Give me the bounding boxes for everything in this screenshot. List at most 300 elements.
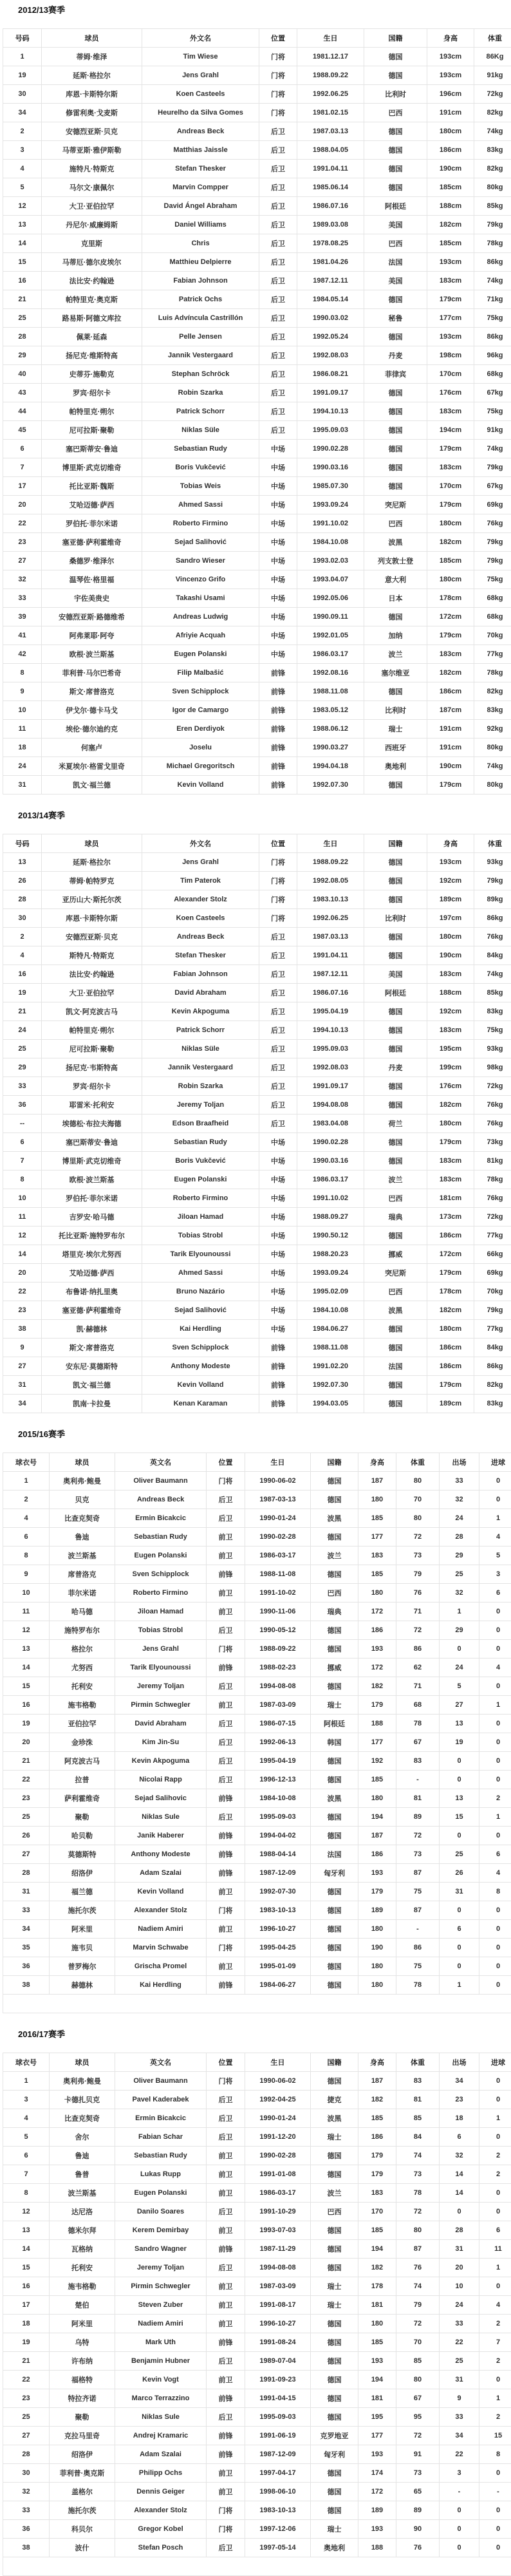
column-header: 国籍 <box>364 834 427 853</box>
table-cell: 24 <box>440 1659 479 1677</box>
table-cell: 门将 <box>207 1901 245 1920</box>
column-header: 身高 <box>427 834 474 853</box>
table-cell: 172 <box>358 2483 396 2501</box>
table-cell: 1995.02.09 <box>297 1283 364 1301</box>
table-cell: 罗宾·绍尔卡 <box>42 1077 142 1096</box>
table-cell: 83kg <box>474 701 511 720</box>
table-cell: 德国 <box>364 890 427 909</box>
table-cell: 桑德罗·维泽尔 <box>42 552 142 570</box>
table-cell: 180cm <box>427 1320 474 1339</box>
table-cell: 后卫 <box>259 141 297 160</box>
player-row <box>3 2352 511 2371</box>
table-cell: Daniel Williams <box>142 216 259 234</box>
table-cell: 14 <box>3 1659 50 1677</box>
blank-cell <box>3 2557 511 2576</box>
player-row <box>3 946 511 965</box>
table-cell: 0 <box>440 1827 479 1845</box>
table-cell: 前卫 <box>207 1883 245 1901</box>
table-cell: 69kg <box>474 1264 511 1283</box>
table-cell: Sebastian Rudy <box>115 2147 207 2165</box>
table-cell: 172cm <box>427 1245 474 1264</box>
table-cell: 德国 <box>364 1096 427 1114</box>
table-cell: 后卫 <box>207 1490 245 1509</box>
table-cell: 185 <box>358 1509 396 1528</box>
table-cell: Fabian Schar <box>115 2128 207 2147</box>
table-cell: Jiloan Hamad <box>142 1208 259 1227</box>
player-row <box>3 1245 511 1264</box>
table-cell: 1995.09.03 <box>297 421 364 440</box>
table-cell: 11 <box>479 2240 511 2259</box>
table-cell: 1988.09.22 <box>297 853 364 872</box>
table-cell: 德国 <box>364 160 427 178</box>
table-cell: 0 <box>479 2203 511 2221</box>
player-row <box>3 2333 511 2352</box>
player-row <box>3 216 511 234</box>
column-header: 身高 <box>358 2053 396 2072</box>
table-cell: 199cm <box>427 1058 474 1077</box>
table-cell: Edson Braafheid <box>142 1114 259 1133</box>
table-cell: Adam Szalai <box>115 1864 207 1883</box>
player-row <box>3 1845 511 1864</box>
table-cell: 前锋 <box>207 1565 245 1584</box>
table-cell: 1994.08.08 <box>297 1096 364 1114</box>
table-cell: 41 <box>3 626 42 645</box>
player-row <box>3 1752 511 1771</box>
table-cell: 191cm <box>427 104 474 122</box>
squad-table <box>3 1453 511 2013</box>
table-cell: 91kg <box>474 421 511 440</box>
table-cell: 178cm <box>427 589 474 608</box>
table-cell: 81 <box>396 2091 440 2109</box>
column-header: 身高 <box>427 29 474 48</box>
table-cell: 波黑 <box>364 533 427 552</box>
table-cell: 巴西 <box>364 234 427 253</box>
table-cell: 前卫 <box>207 2165 245 2184</box>
table-cell: 前锋 <box>259 776 297 794</box>
table-cell: 4 <box>479 1659 511 1677</box>
table-cell: 33 <box>3 589 42 608</box>
table-cell: 189cm <box>427 890 474 909</box>
table-cell: 1993.09.24 <box>297 496 364 514</box>
table-cell: 3 <box>440 2464 479 2483</box>
table-cell: 180cm <box>427 928 474 946</box>
table-cell: 1 <box>3 48 42 66</box>
table-cell: - <box>396 1771 440 1789</box>
table-cell: Grischa Promel <box>115 1957 207 1976</box>
table-cell: 25 <box>440 2352 479 2371</box>
table-cell: 丹麦 <box>364 1058 427 1077</box>
table-cell: 波什 <box>50 2539 115 2557</box>
table-cell: 1987-12-09 <box>245 2445 311 2464</box>
table-cell: 25 <box>3 1040 42 1058</box>
table-cell: 10 <box>3 1189 42 1208</box>
table-cell: 科贝尔 <box>50 2520 115 2539</box>
table-cell: 门将 <box>259 85 297 104</box>
table-cell: 72 <box>396 2203 440 2221</box>
table-cell: 16 <box>3 272 42 290</box>
table-cell: 中场 <box>259 1133 297 1152</box>
player-row <box>3 2501 511 2520</box>
table-cell: 前卫 <box>207 1547 245 1565</box>
table-cell: 19 <box>3 984 42 1002</box>
table-cell: 波兰 <box>364 645 427 664</box>
table-cell: 巴西 <box>364 104 427 122</box>
table-cell: Kevin Akpoguma <box>115 1752 207 1771</box>
table-cell: 6 <box>479 1584 511 1603</box>
table-cell: 后卫 <box>259 384 297 402</box>
table-cell: 1989-07-04 <box>245 2352 311 2371</box>
table-cell: 77kg <box>474 1320 511 1339</box>
table-cell: 5 <box>440 1677 479 1696</box>
table-cell: 德国 <box>364 1040 427 1058</box>
player-row <box>3 890 511 909</box>
table-cell: 183cm <box>427 402 474 421</box>
table-cell: 30 <box>3 909 42 928</box>
squad-table <box>3 2053 511 2576</box>
table-cell: 170 <box>358 2203 396 2221</box>
table-cell: Matthias Jaissle <box>142 141 259 160</box>
table-cell: 德国 <box>311 2483 358 2501</box>
table-cell: 突尼斯 <box>364 496 427 514</box>
column-header: 号码 <box>3 29 42 48</box>
table-cell: 后卫 <box>259 290 297 309</box>
table-cell: 27 <box>3 1845 50 1864</box>
table-cell: 4 <box>479 1528 511 1547</box>
table-cell: 79kg <box>474 872 511 890</box>
table-cell: 44 <box>3 402 42 421</box>
player-row <box>3 2483 511 2501</box>
table-cell: 179cm <box>427 626 474 645</box>
table-cell: 5 <box>3 178 42 197</box>
table-cell: Vincenzo Grifo <box>142 570 259 589</box>
table-cell: 波兰 <box>364 1170 427 1189</box>
table-cell: 1992.05.24 <box>297 328 364 346</box>
table-cell: 192 <box>358 1752 396 1771</box>
player-row <box>3 2221 511 2240</box>
table-cell: 塞亚德·萨利霍维奇 <box>42 533 142 552</box>
table-cell: 193 <box>358 2520 396 2539</box>
player-row <box>3 48 511 66</box>
table-cell: 22 <box>440 2445 479 2464</box>
table-cell: 177 <box>358 1733 396 1752</box>
table-cell: 1981.12.17 <box>297 48 364 66</box>
table-cell: 后卫 <box>207 2352 245 2371</box>
table-cell: 31 <box>440 2240 479 2259</box>
season-title: 2012/13赛季 <box>18 5 511 15</box>
table-cell: 188cm <box>427 984 474 1002</box>
table-cell: 0 <box>440 1771 479 1789</box>
table-cell: 187cm <box>427 701 474 720</box>
table-cell: 87 <box>396 2240 440 2259</box>
table-cell: 特拉齐诺 <box>50 2389 115 2408</box>
column-header: 生日 <box>297 29 364 48</box>
table-cell: 36 <box>3 1096 42 1114</box>
table-cell: 25 <box>440 1845 479 1864</box>
table-cell: 哈贝勒 <box>50 1827 115 1845</box>
table-cell: 德国 <box>364 1152 427 1170</box>
table-cell: 德国 <box>311 1640 358 1659</box>
table-cell: 德国 <box>364 776 427 794</box>
table-cell: 34 <box>3 1395 42 1413</box>
table-cell: 182 <box>358 1677 396 1696</box>
table-cell: 德国 <box>311 2333 358 2352</box>
table-cell: 78 <box>396 2184 440 2203</box>
table-cell: 34 <box>3 104 42 122</box>
table-cell: 28 <box>3 2445 50 2464</box>
table-cell: 1990-06-02 <box>245 2072 311 2091</box>
table-cell: 1995-09-03 <box>245 2408 311 2427</box>
player-row <box>3 701 511 720</box>
column-header: 进球 <box>479 1453 511 1472</box>
table-cell: 190cm <box>427 160 474 178</box>
table-cell: 194cm <box>427 421 474 440</box>
table-cell: 31 <box>3 1376 42 1395</box>
table-cell: 瑞士 <box>311 2277 358 2296</box>
table-cell: 183 <box>358 1547 396 1565</box>
table-cell: 鲁迪 <box>50 1528 115 1547</box>
table-cell: 77kg <box>474 645 511 664</box>
table-cell: 181 <box>358 2296 396 2315</box>
table-cell: 20 <box>3 1264 42 1283</box>
table-cell: Robin Szarka <box>142 1077 259 1096</box>
table-cell: Steven Zuber <box>115 2296 207 2315</box>
table-cell: 施特罗布尔 <box>50 1621 115 1640</box>
player-row <box>3 1395 511 1413</box>
table-cell: 克里斯 <box>42 234 142 253</box>
table-cell: 1995.09.03 <box>297 1040 364 1058</box>
table-cell: 68kg <box>474 608 511 626</box>
player-row <box>3 1659 511 1677</box>
table-cell: 75kg <box>474 1021 511 1040</box>
table-cell: 前卫 <box>207 1696 245 1715</box>
player-row <box>3 1189 511 1208</box>
table-cell: 193 <box>358 2445 396 2464</box>
table-cell: 86kg <box>474 1357 511 1376</box>
table-cell: 193cm <box>427 253 474 272</box>
table-cell: 1990-11-06 <box>245 1603 311 1621</box>
table-cell: 1990-06-02 <box>245 1472 311 1490</box>
table-cell: 181cm <box>427 1189 474 1208</box>
table-cell: 187 <box>358 1827 396 1845</box>
table-cell: 1988-09-22 <box>245 1640 311 1659</box>
player-row <box>3 533 511 552</box>
table-cell: 11 <box>3 720 42 738</box>
table-cell: 1984.10.08 <box>297 1301 364 1320</box>
table-cell: 73 <box>396 2165 440 2184</box>
table-cell: 萨利霍维奇 <box>50 1789 115 1808</box>
table-cell: 0 <box>440 1752 479 1771</box>
table-cell: 1991-10-02 <box>245 1584 311 1603</box>
table-cell: Alexander Stolz <box>115 1901 207 1920</box>
table-cell: 75 <box>396 1883 440 1901</box>
table-cell: Jeremy Toljan <box>142 1096 259 1114</box>
table-cell: 195cm <box>427 1040 474 1058</box>
table-cell: 中场 <box>259 1152 297 1170</box>
column-header: 外文名 <box>142 29 259 48</box>
table-cell: 68kg <box>474 589 511 608</box>
table-cell: Oliver Baumann <box>115 2072 207 2091</box>
table-cell: 挪威 <box>311 1659 358 1677</box>
table-cell: 波兰 <box>311 1547 358 1565</box>
table-cell: 76kg <box>474 1096 511 1114</box>
table-cell: 1991.04.11 <box>297 946 364 965</box>
table-cell: 德国 <box>364 1376 427 1395</box>
table-cell: 加纳 <box>364 626 427 645</box>
table-cell: 罗宾·绍尔卡 <box>42 384 142 402</box>
table-cell: 73 <box>396 2464 440 2483</box>
table-cell: 米夏埃尔·格雷戈里奇 <box>42 757 142 776</box>
table-cell: 2 <box>3 1490 50 1509</box>
table-cell: 21 <box>3 1002 42 1021</box>
table-cell: 匈牙利 <box>311 1864 358 1883</box>
table-cell: 门将 <box>207 2520 245 2539</box>
table-cell: 16 <box>3 1696 50 1715</box>
table-cell: 后卫 <box>207 2203 245 2221</box>
table-cell: 波黑 <box>311 1789 358 1808</box>
column-header: 位置 <box>207 2053 245 2072</box>
table-cell: 前卫 <box>207 2371 245 2389</box>
table-cell: 前锋 <box>259 1395 297 1413</box>
table-cell: 前锋 <box>259 757 297 776</box>
table-cell: 79kg <box>474 216 511 234</box>
table-cell: 1986-07-15 <box>245 1715 311 1733</box>
table-cell: 耶雷米·托利安 <box>42 1096 142 1114</box>
table-cell: Marco Terrazzino <box>115 2389 207 2408</box>
table-cell: 180 <box>358 1976 396 1995</box>
table-cell: 0 <box>479 2501 511 2520</box>
table-cell: 82kg <box>474 104 511 122</box>
table-cell: 德国 <box>311 2352 358 2371</box>
table-cell: 186 <box>358 1845 396 1864</box>
table-cell: 秘鲁 <box>364 309 427 328</box>
table-cell: 1983.10.13 <box>297 890 364 909</box>
table-cell: Afriyie Acquah <box>142 626 259 645</box>
table-cell: 德国 <box>311 1752 358 1771</box>
player-row <box>3 2464 511 2483</box>
table-cell: 17 <box>3 477 42 496</box>
table-cell: 前卫 <box>207 1957 245 1976</box>
table-cell: 0 <box>440 1939 479 1957</box>
table-cell: 85 <box>396 2109 440 2128</box>
table-cell: 83kg <box>474 141 511 160</box>
table-cell: 门将 <box>259 66 297 85</box>
table-cell: 6 <box>3 440 42 458</box>
table-cell: Jens Grahl <box>115 1640 207 1659</box>
table-cell: 170cm <box>427 477 474 496</box>
table-cell: - <box>440 2483 479 2501</box>
table-cell: Fabian Johnson <box>142 272 259 290</box>
table-cell: 德国 <box>311 2147 358 2165</box>
table-cell: 德国 <box>364 141 427 160</box>
table-cell: 84 <box>396 2128 440 2147</box>
player-row <box>3 1320 511 1339</box>
table-cell: 183cm <box>427 645 474 664</box>
table-cell: Adam Szalai <box>115 2445 207 2464</box>
table-cell: 托利安 <box>50 1677 115 1696</box>
player-row <box>3 682 511 701</box>
table-cell: Sebastian Rudy <box>142 1133 259 1152</box>
table-cell: 罗伯托·菲尔米诺 <box>42 1189 142 1208</box>
table-cell: 72kg <box>474 85 511 104</box>
table-cell: 86 <box>396 1640 440 1659</box>
table-cell: 189 <box>358 1901 396 1920</box>
table-body <box>3 853 511 1413</box>
table-cell: Jannik Vestergaard <box>142 346 259 365</box>
table-cell: 179cm <box>427 496 474 514</box>
table-cell: 1994.03.05 <box>297 1395 364 1413</box>
table-cell: 81 <box>396 1789 440 1808</box>
player-row <box>3 477 511 496</box>
table-cell: 14 <box>440 2165 479 2184</box>
table-cell: 185 <box>358 1771 396 1789</box>
player-row <box>3 1264 511 1283</box>
column-header: 国籍 <box>311 2053 358 2072</box>
table-cell: 172 <box>358 1603 396 1621</box>
table-cell: 2 <box>479 2352 511 2371</box>
column-header: 生日 <box>245 1453 311 1472</box>
player-row <box>3 1509 511 1528</box>
table-cell: 2 <box>479 2408 511 2427</box>
table-cell: 1991-08-24 <box>245 2333 311 2352</box>
table-cell: 1992.07.30 <box>297 1376 364 1395</box>
column-header: 生日 <box>245 2053 311 2072</box>
table-cell: 3 <box>3 2091 50 2109</box>
table-cell: 183cm <box>427 1152 474 1170</box>
table-cell: 13 <box>440 1715 479 1733</box>
table-cell: 24 <box>440 2296 479 2315</box>
table-cell: 凯文·阿克波古马 <box>42 1002 142 1021</box>
table-cell: 波兰斯基 <box>50 1547 115 1565</box>
player-row <box>3 872 511 890</box>
table-cell: 179cm <box>427 1133 474 1152</box>
table-cell: 前卫 <box>207 2315 245 2333</box>
table-cell: 4 <box>479 2296 511 2315</box>
table-cell: Marvin Compper <box>142 178 259 197</box>
table-cell: Nadiem Amiri <box>115 1920 207 1939</box>
table-cell: 89 <box>396 1808 440 1827</box>
table-cell: 78 <box>396 1976 440 1995</box>
table-cell: 后卫 <box>207 2091 245 2109</box>
table-cell: 1988.04.05 <box>297 141 364 160</box>
table-cell: 延斯·格拉尔 <box>42 66 142 85</box>
table-cell: 前锋 <box>259 664 297 682</box>
column-header: 体重 <box>396 2053 440 2072</box>
table-cell: 16 <box>3 2277 50 2296</box>
table-cell: 1985.07.30 <box>297 477 364 496</box>
table-cell: 186cm <box>427 1357 474 1376</box>
player-row <box>3 160 511 178</box>
table-cell: 178cm <box>427 1283 474 1301</box>
table-cell: 罗伯托·菲尔米诺 <box>42 514 142 533</box>
table-cell: 13 <box>440 1789 479 1808</box>
table-cell: 修雷利奥·戈麦斯 <box>42 104 142 122</box>
table-cell: 瑞典 <box>364 1208 427 1227</box>
table-cell: 0 <box>479 1677 511 1696</box>
player-row <box>3 122 511 141</box>
table-cell: 前卫 <box>207 2147 245 2165</box>
table-cell: 1 <box>479 1696 511 1715</box>
table-cell: 71 <box>396 1677 440 1696</box>
table-cell: 中场 <box>259 440 297 458</box>
table-cell: 瑞士 <box>311 2296 358 2315</box>
table-cell: 180 <box>358 1789 396 1808</box>
table-cell: 比查克契奇 <box>50 2109 115 2128</box>
table-cell: 85kg <box>474 984 511 1002</box>
table-cell: 75 <box>396 1957 440 1976</box>
table-cell: 33 <box>3 1077 42 1096</box>
table-cell: 189 <box>358 2501 396 2520</box>
table-cell: 门将 <box>259 104 297 122</box>
